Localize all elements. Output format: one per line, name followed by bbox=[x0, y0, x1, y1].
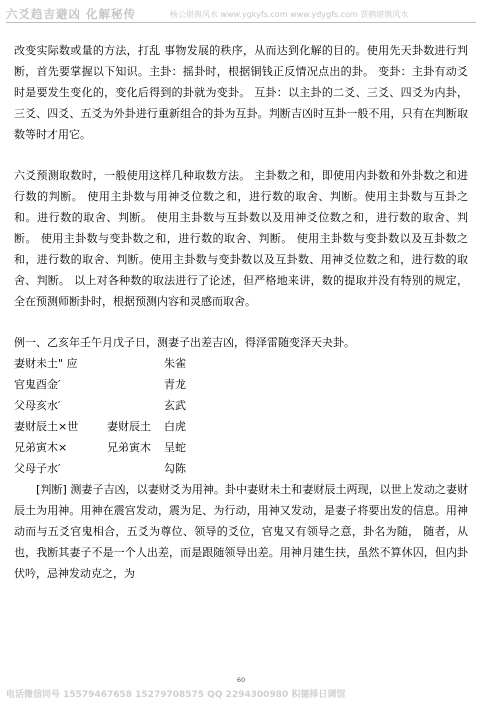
example-title: 例一、乙亥年壬午月戊子日，测妻子出差吉凶，得泽雷随变泽天夬卦。 bbox=[14, 336, 355, 349]
hexagram-line bbox=[14, 353, 468, 374]
hexagram-spirit: 朱雀 bbox=[164, 357, 186, 370]
page-number: 60 bbox=[236, 676, 246, 684]
hexagram-spirit: 玄武 bbox=[164, 399, 186, 412]
paragraph-analysis: [判断] 测妻子吉凶，以妻财爻为用神。卦中妻财未土和妻财辰土两现，以世上发动之妻财辰土为用神。用神在震宫发动，震为足、为行动，用神又发动，是妻子将要出发的信息。用神动而与五爻官鬼相合，五爻为尊位、领导的爻位，官鬼又有领导之意，卦名为随， 随者，从也，我断其妻子不是一个人出差，而是跟随领导出差。用神月建生扶，虽然不算休囚，但内卦伏吟，忌神发动克之，为 bbox=[14, 483, 468, 580]
hexagram-spirit: 白虎 bbox=[164, 420, 186, 433]
header-title: 六爻趋吉避凶 化解秘传 bbox=[6, 7, 137, 21]
hexagram-line bbox=[14, 416, 468, 437]
header-divider bbox=[6, 22, 476, 23]
hexagram-changed-line: 妻财辰土 bbox=[107, 420, 151, 433]
hexagram-main-line: 父母子水′ bbox=[14, 462, 61, 475]
paragraph-intro: 改变实际数或量的方法，打乱 事物发展的秩序，从而达到化解的目的。使用先天卦数进行判断，首先要掌握以下知识。主卦：摇卦时，根据铜钱正反情况点出的卦。 变卦：主卦有动爻时是要发生变化的，变化后得到的卦就为变卦。 互卦：以主卦的二爻、三爻、四爻为内卦，三爻、四爻、五爻为外卦进行重新组合的卦为互卦。判断吉凶时互卦一般不用，只有在判断取数等时才用它。 bbox=[14, 44, 468, 141]
hexagram-main-line: 兄弟寅木× bbox=[14, 441, 68, 454]
hexagram-main-line: 妻财未土" 应 bbox=[14, 357, 78, 370]
hexagram-line bbox=[14, 437, 468, 458]
hexagram-main-line: 官鬼酉金′ bbox=[14, 378, 61, 391]
header-websites: 杨公堪舆风水 www.ygkyfs.com www.ydygfs.com 贾鹤堪舆风水 bbox=[170, 10, 409, 19]
hexagram-table bbox=[14, 353, 468, 479]
hexagram-main-line: 妻财辰土×世 bbox=[14, 420, 79, 433]
hexagram-main-line: 父母亥水′ bbox=[14, 399, 61, 412]
hexagram-spirit: 青龙 bbox=[164, 378, 186, 391]
hexagram-line bbox=[14, 458, 468, 479]
page-header bbox=[0, 0, 482, 24]
hexagram-line bbox=[14, 374, 468, 395]
hexagram-line bbox=[14, 395, 468, 416]
paragraph-methods: 六爻预测取数时，一般使用这样几种取数方法。 主卦数之和，即使用内卦数和外卦数之和进行数的判断。 使用主卦数与用神爻位数之和，进行数的取舍、判断。使用主卦数与互卦之和。进行数的取舍、判断。 使用主卦数与互卦数以及用神爻位数之和，进行数的取舍、判断。 使用主卦数与变卦数之和，进行数的取舍、判断。 使用主卦数与变卦数以及互卦数之和，进行数的取舍、判断。使用主卦数与变卦数以及互卦数、用神爻位数之和，进行数的取舍、判断。 以上对各种数的取法进行了论述，但严格地来讲，数的提取并没有特别的规定，全在预测师断卦时，根据预测内容和灵感而取舍。 bbox=[14, 169, 468, 308]
document-body bbox=[14, 40, 468, 584]
paragraph-gap bbox=[14, 145, 468, 165]
paragraph-gap bbox=[14, 312, 468, 332]
hexagram-spirit: 勾陈 bbox=[164, 462, 186, 475]
hexagram-spirit: 呈蛇 bbox=[164, 441, 186, 454]
hexagram-changed-line: 兄弟寅木 bbox=[107, 441, 151, 454]
footer-contact: 电话微信同号 15579467658 15279708575 QQ 2294300980 积德择日调馆 bbox=[6, 690, 346, 700]
